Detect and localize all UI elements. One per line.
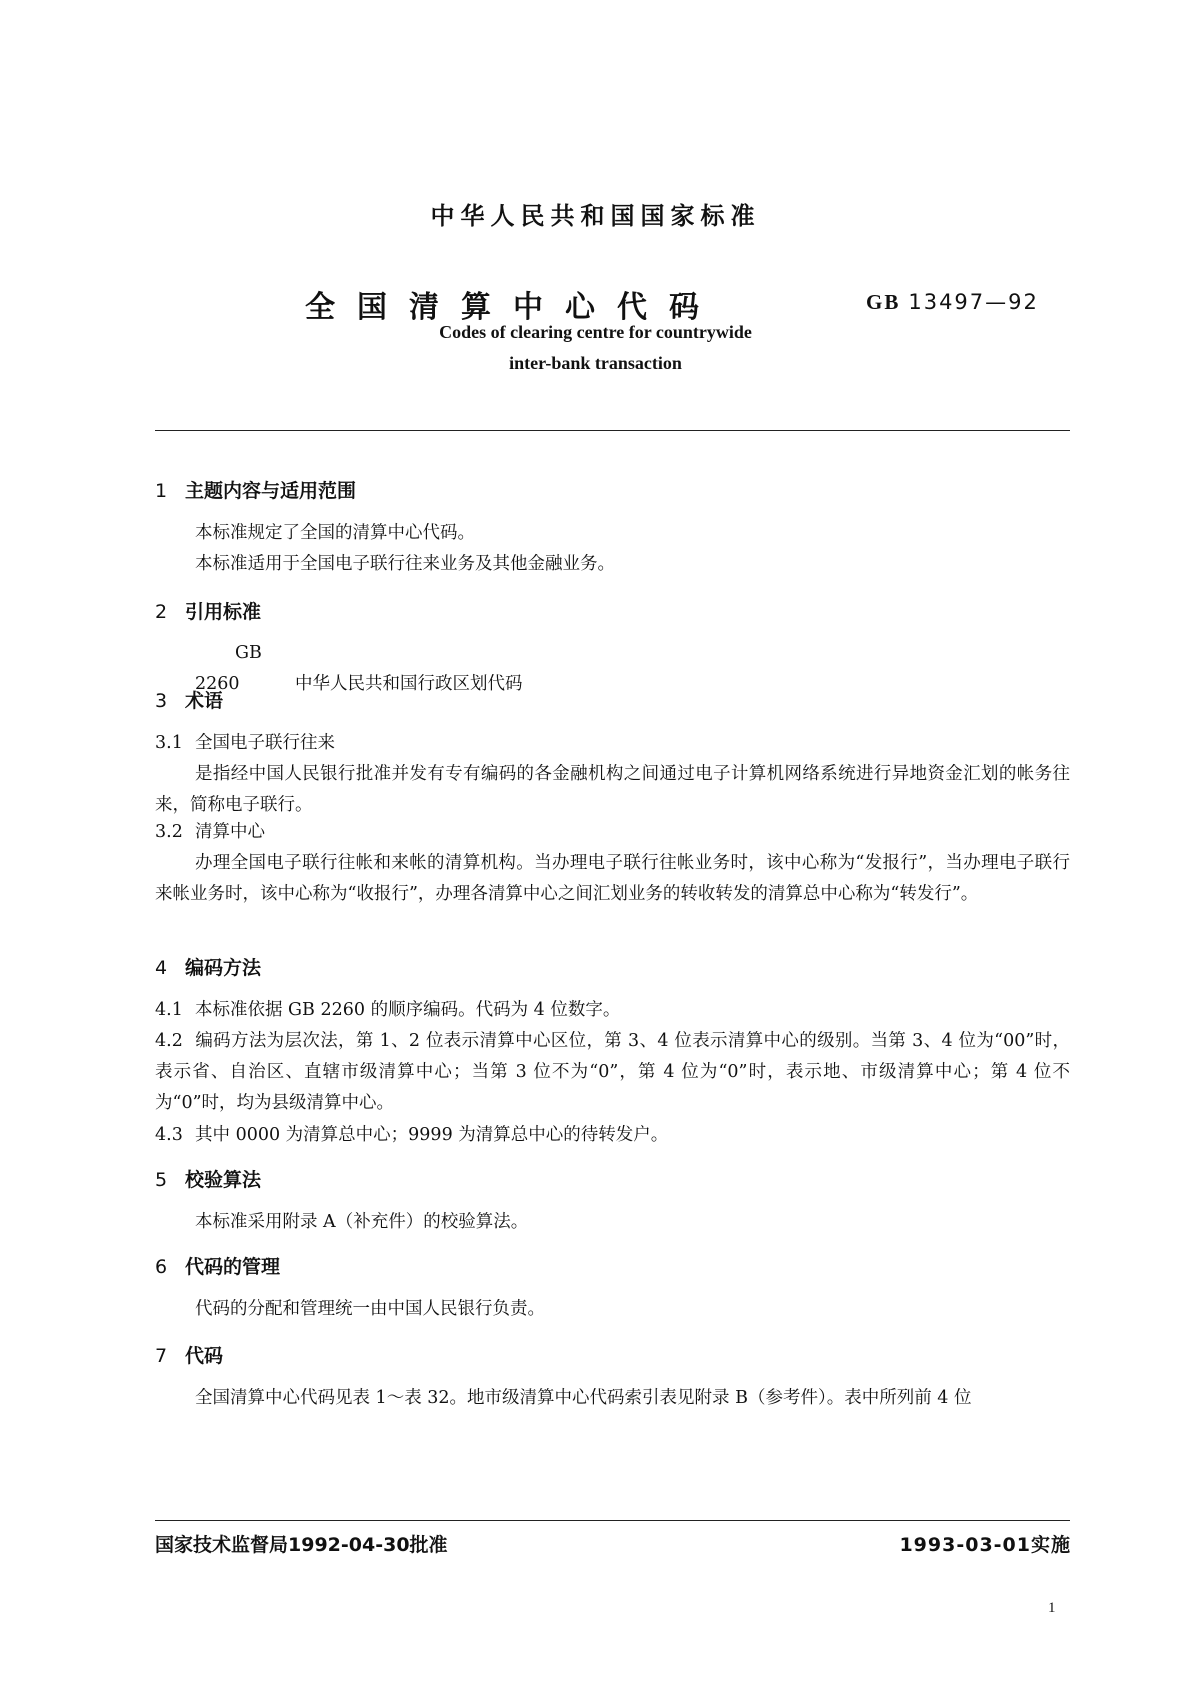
standard-number bbox=[866, 290, 1039, 315]
section-5-number: 5 bbox=[155, 1169, 168, 1191]
header-rule bbox=[155, 430, 1070, 431]
section-1-paragraph-2: 本标准适用于全国电子联行往来业务及其他金融业务。 bbox=[195, 554, 615, 574]
reference-name: 中华人民共和国行政区划代码 bbox=[295, 674, 523, 694]
clause-3-2-number: 3.2 bbox=[155, 822, 183, 842]
clause-3-1-number: 3.1 bbox=[155, 733, 183, 753]
section-1-number: 1 bbox=[155, 480, 168, 502]
gb-number: 13497—92 bbox=[908, 290, 1039, 314]
section-1-paragraph-1: 本标准规定了全国的清算中心代码。 bbox=[195, 523, 475, 543]
clause-3-1-heading bbox=[155, 728, 1070, 759]
section-4-number: 4 bbox=[155, 957, 168, 979]
clause-4-1-number: 4.1 bbox=[155, 1000, 183, 1020]
clause-4-3-text: 其中 0000 为清算总中心；9999 为清算总中心的待转发户。 bbox=[195, 1125, 669, 1145]
page-number: 1 bbox=[1048, 1600, 1056, 1616]
english-title-line2: inter-bank transaction bbox=[509, 353, 682, 373]
clause-4-2 bbox=[155, 1026, 1070, 1119]
clause-4-2-number: 4.2 bbox=[155, 1031, 183, 1051]
section-2-heading bbox=[155, 597, 261, 624]
section-3-heading bbox=[155, 686, 223, 713]
clause-3-2-title: 清算中心 bbox=[195, 822, 265, 842]
footer-rule bbox=[155, 1520, 1070, 1521]
section-3-title: 术语 bbox=[185, 690, 224, 712]
document-title: 全国清算中心代码 bbox=[305, 290, 721, 325]
clause-3-2-text: 办理全国电子联行往帐和来帐的清算机构。当办理电子联行往帐业务时，该中心称为“发报行”，当办理电子联行来帐业务时，该中心称为“收报行”，办理各清算中心之间汇划业务的转收转发的清算总中心称为“转发行”。 bbox=[155, 853, 1070, 904]
clause-4-1 bbox=[155, 995, 1070, 1026]
section-7-paragraph: 全国清算中心代码见表 1～表 32。地市级清算中心代码索引表见附录 B（参考件）。表中所列前 4 位 bbox=[195, 1388, 972, 1408]
section-5-heading bbox=[155, 1165, 261, 1192]
clause-3-1-text: 是指经中国人民银行批准并发有专有编码的各金融机构之间通过电子计算机网络系统进行异地资金汇划的帐务往来，简称电子联行。 bbox=[155, 764, 1070, 815]
section-6-number: 6 bbox=[155, 1256, 168, 1278]
clause-4-2-text: 编码方法为层次法，第 1、2 位表示清算中心区位，第 3、4 位表示清算中心的级别。当第 3、4 位为“00”时，表示省、自治区、直辖市级清算中心；当第 3 位不为“0”，第 4 位为“0”时，表示地、市级清算中心；第 4 位不为“0”时，均为县级清算中心。 bbox=[155, 1031, 1070, 1113]
effective-date: 1993-03-01实施 bbox=[899, 1534, 1071, 1556]
english-title-line1: Codes of clearing centre for countrywide bbox=[439, 322, 752, 342]
reference-code: GB 2260 bbox=[195, 643, 262, 694]
section-7-number: 7 bbox=[155, 1345, 168, 1367]
reference-entry bbox=[155, 638, 1070, 700]
section-5-paragraph: 本标准采用附录 A（补充件）的校验算法。 bbox=[195, 1212, 529, 1232]
section-6-heading bbox=[155, 1252, 280, 1279]
clause-3-1-title: 全国电子联行往来 bbox=[195, 733, 335, 753]
section-1-title: 主题内容与适用范围 bbox=[185, 480, 357, 502]
section-6-title: 代码的管理 bbox=[185, 1256, 281, 1278]
section-7-title: 代码 bbox=[185, 1345, 224, 1367]
clause-4-3-number: 4.3 bbox=[155, 1125, 183, 1145]
section-7-heading bbox=[155, 1341, 223, 1368]
clause-4-3 bbox=[155, 1120, 1070, 1151]
section-6-paragraph: 代码的分配和管理统一由中国人民银行负责。 bbox=[195, 1299, 545, 1319]
section-3-number: 3 bbox=[155, 690, 168, 712]
section-2-title: 引用标准 bbox=[185, 601, 262, 623]
clause-3-2-heading bbox=[155, 817, 1070, 848]
section-4-heading bbox=[155, 953, 261, 980]
gb-prefix: GB bbox=[866, 290, 901, 314]
section-2-number: 2 bbox=[155, 601, 168, 623]
approval-info: 国家技术监督局1992-04-30批准 bbox=[155, 1534, 448, 1556]
section-5-title: 校验算法 bbox=[185, 1169, 262, 1191]
standard-type-heading: 中华人民共和国国家标准 bbox=[430, 202, 761, 230]
section-1-heading bbox=[155, 476, 356, 503]
section-4-title: 编码方法 bbox=[185, 957, 262, 979]
clause-4-1-text: 本标准依据 GB 2260 的顺序编码。代码为 4 位数字。 bbox=[195, 1000, 621, 1020]
